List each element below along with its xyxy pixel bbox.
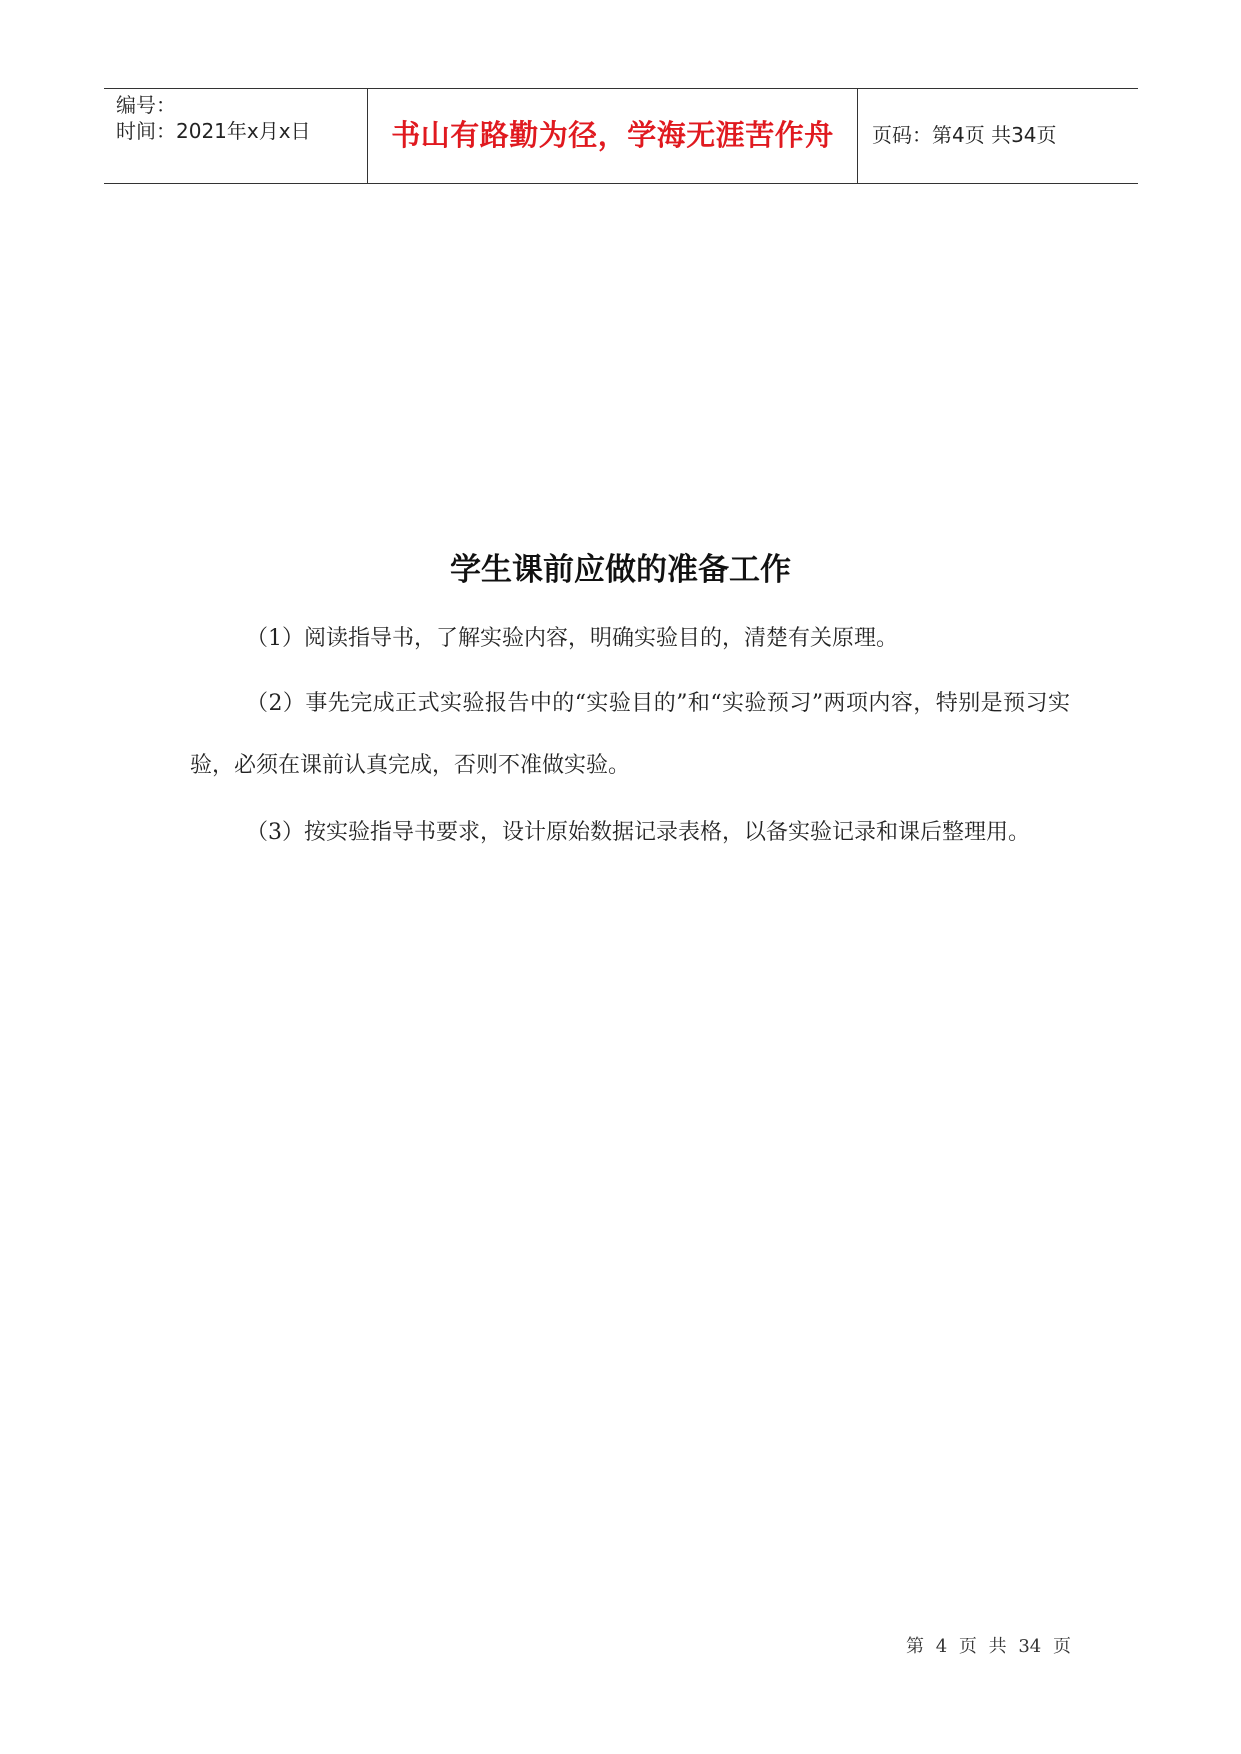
date-line: 时间：2021年x月x日 [116,119,311,143]
paragraph-3: （3）按实验指导书要求，设计原始数据记录表格，以备实验记录和课后整理用。 [246,820,1030,845]
page-footer: 第 4 页 共 34 页 [906,1636,1071,1657]
page-code: 页码：第4页 共34页 [872,123,1057,147]
paragraph-1: （1）阅读指导书，了解实验内容，明确实验目的，清楚有关原理。 [246,626,898,651]
header-motto-cell [368,89,858,183]
document-title: 学生课前应做的准备工作 [450,552,791,588]
paragraph-2: （2）事先完成正式实验报告中的“实验目的”和“实验预习”两项内容，特别是预习实验，必须在课前认真完成，否则不准做实验。 [190,691,1070,778]
serial-number-label: 编号： [116,93,176,117]
motto-text: 书山有路勤为径，学海无涯苦作舟 [391,118,834,152]
header-meta-cell [104,89,368,183]
page-header [104,88,1138,184]
header-page-cell [858,89,1138,183]
